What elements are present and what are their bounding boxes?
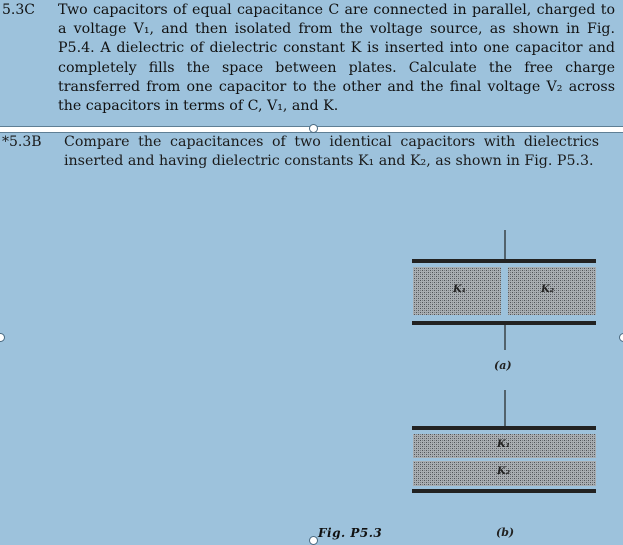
plate-bottom-a: [412, 321, 596, 325]
resize-handle-right[interactable]: [619, 333, 623, 342]
caption-part-b: (b): [496, 526, 515, 539]
label-k2-a: K₂: [541, 284, 555, 295]
label-k1-b: K₁: [497, 439, 511, 450]
label-k1-a: K₁: [453, 284, 467, 295]
problem-text: Two capacitors of equal capacitance C are connected in parallel, charged to a voltage V₁, and then isolated from the voltage source, as shown in Fig. P5.4. A dielectric of dielectric constant K is inserted into one capacitor and completely fills the space between plates. Calculate the free charge transferred from one capacitor to the other and the final voltage V₂ across the capacitors in terms of C, V₁, and K.: [58, 2, 615, 115]
plate-bottom-b: [412, 489, 596, 493]
resize-handle-bottom[interactable]: [309, 536, 318, 545]
resize-handle-top[interactable]: [309, 124, 318, 133]
problem-number: 5.3C: [2, 2, 35, 18]
plate-top-b: [412, 426, 596, 430]
caption-part-a: (a): [494, 359, 512, 372]
problem-number: *5.3B: [2, 134, 42, 150]
label-k2-b: K₂: [497, 466, 511, 477]
figure-caption: Fig. P5.3: [318, 526, 383, 540]
plate-top-a: [412, 259, 596, 263]
problem-text: Compare the capacitances of two identical capacitors with dielectrics inserted and having dielectric constants K₁ and K₂, as shown in Fig. P5.3.: [64, 134, 599, 170]
